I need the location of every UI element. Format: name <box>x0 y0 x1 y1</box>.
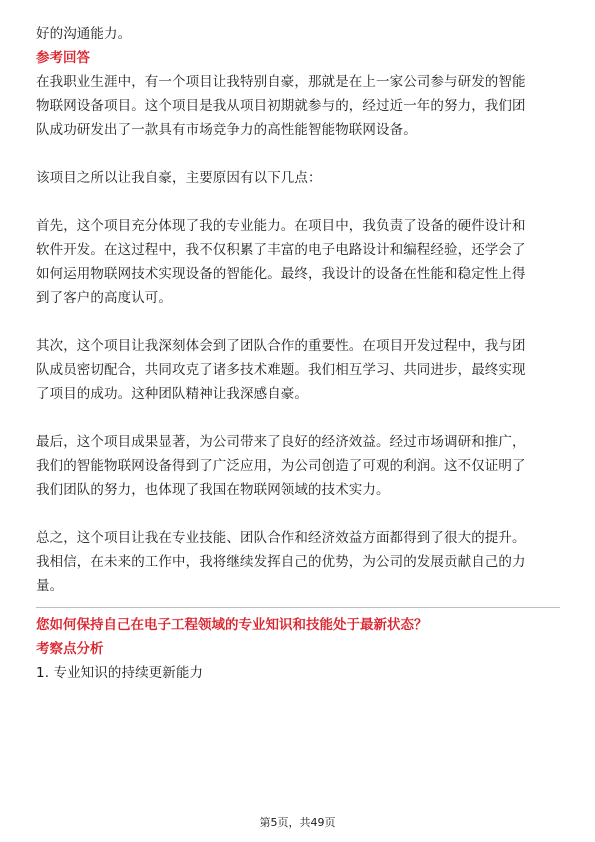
section-heading: 考察点分析 <box>36 641 104 657</box>
text-line: 最后，这个项目成果显著，为公司带来了良好的经济效益。经过市场调研和推广， <box>36 434 526 450</box>
page-footer: 第5页，共49页 <box>259 816 336 829</box>
section-heading: 参考回答 <box>36 50 90 66</box>
paragraph-gap <box>36 190 560 214</box>
text-line: 其次，这个项目让我深刻体会到了团队合作的重要性。在项目开发过程中，我与团 <box>36 338 526 354</box>
text-line: 我们的智能物联网设备得到了广泛应用，为公司创造了可观的利润。这不仅证明了 <box>36 458 526 474</box>
paragraph-gap <box>36 142 560 166</box>
text-line: 我们团队的努力，也体现了我国在物联网领域的技术实力。 <box>36 482 390 498</box>
text-line: 该项目之所以让我自豪，主要原因有以下几点： <box>36 170 322 186</box>
text-line: 队成员密切配合，共同攻克了诸多技术难题。我们相互学习、共同进步，最终实现 <box>36 362 526 378</box>
text-line: 到了客户的高度认可。 <box>36 290 172 306</box>
text-line: 总之，这个项目让我在专业技能、团队合作和经济效益方面都得到了很大的提升。 <box>36 530 526 546</box>
text-line: 队成功研发出了一款具有市场竞争力的高性能智能物联网设备。 <box>36 122 417 138</box>
section-divider <box>36 607 560 608</box>
text-line: 我相信，在未来的工作中，我将继续发挥自己的优势，为公司的发展贡献自己的力 <box>36 554 526 570</box>
paragraph-gap <box>36 502 560 526</box>
text-line: 软件开发。在这过程中，我不仅积累了丰富的电子电路设计和编程经验，还学会了 <box>36 242 526 258</box>
section-heading: 您如何保持自己在电子工程领域的专业知识和技能处于最新状态？ <box>36 617 428 633</box>
text-line: 量。 <box>36 578 64 594</box>
paragraph-gap <box>36 406 560 430</box>
text-line: 首先，这个项目充分体现了我的专业能力。在项目中，我负责了设备的硬件设计和 <box>36 218 526 234</box>
text-line: 在我职业生涯中，有一个项目让我特别自豪，那就是在上一家公司参与研发的智能 <box>36 74 526 90</box>
document-body <box>36 22 560 685</box>
text-line: 好的沟通能力。 <box>36 26 132 42</box>
text-line: 如何运用物联网技术实现设备的智能化。最终，我设计的设备在性能和稳定性上得 <box>36 266 526 282</box>
paragraph-gap <box>36 310 560 334</box>
text-line: 了项目的成功。这种团队精神让我深感自豪。 <box>36 386 308 402</box>
text-line: 1. 专业知识的持续更新能力 <box>36 665 204 681</box>
text-line: 物联网设备项目。这个项目是我从项目初期就参与的，经过近一年的努力，我们团 <box>36 98 526 114</box>
